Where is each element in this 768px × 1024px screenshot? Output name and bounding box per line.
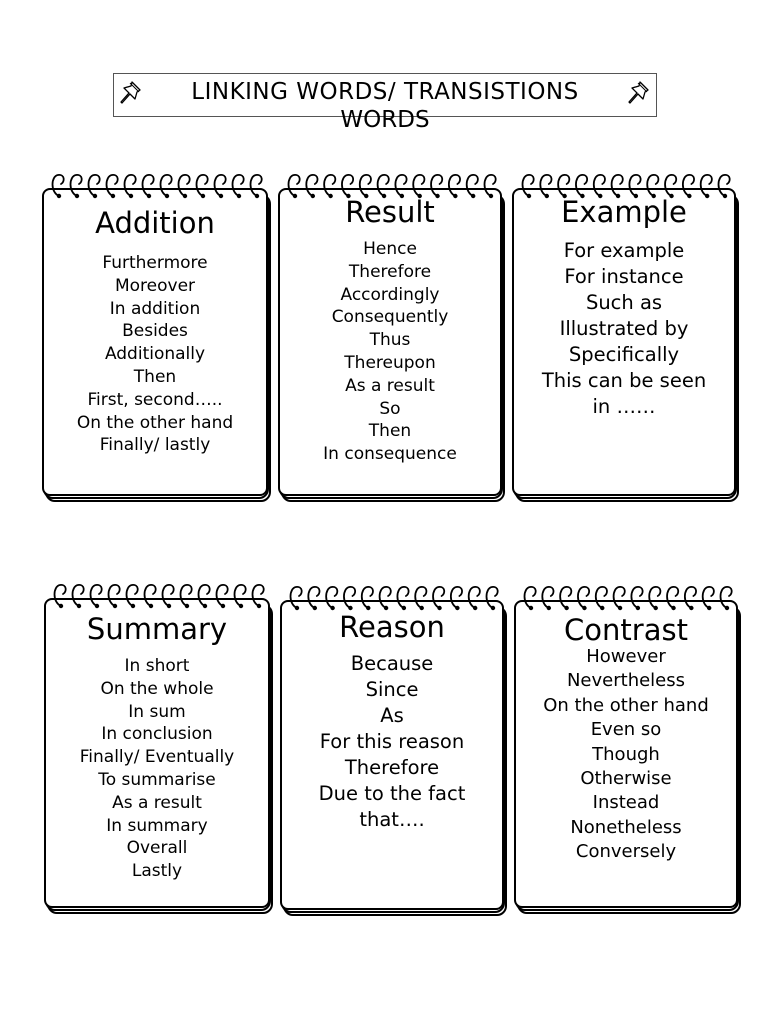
spiral-binding-icon [50,580,264,614]
spiral-ring [451,587,462,610]
list-item: Specifically [568,343,680,366]
spiral-ring [560,587,571,610]
page-title: LINKING WORDS/ TRANSISTIONS [191,79,579,105]
card-title: Example [561,195,687,229]
spiral-ring [596,587,607,610]
spiral-ring [233,175,244,198]
list-item: Otherwise [580,768,672,790]
spiral-ring [487,587,498,610]
spiral-ring [631,587,642,610]
spiral-ring [89,175,100,198]
linking-word-list [278,238,502,466]
spiral-ring [197,175,208,198]
spiral-ring [127,585,138,608]
list-item: Moreover [114,275,196,296]
title-banner [113,73,657,133]
list-item: However [586,646,666,667]
list-item: Consequently [331,307,449,328]
spiral-ring [308,587,319,610]
pushpin-icon [626,79,652,113]
spiral-ring [163,585,174,608]
list-item: In conclusion [101,724,213,745]
spiral-ring [344,587,355,610]
list-item: For this reason [319,730,465,753]
list-item: So [379,398,401,419]
list-item: Thus [369,330,411,351]
list-item: As [380,704,404,727]
spiral-ring [362,587,373,610]
list-item: In addition [109,298,201,319]
spiral-ring [380,587,391,610]
spiral-binding-icon [520,582,732,616]
spiral-ring [235,585,246,608]
list-item: Then [133,366,177,387]
spiral-ring [199,585,210,608]
page-title-overflow: WORDS [340,107,430,133]
list-item: Since [365,678,419,701]
linking-word-list [42,252,268,457]
card-title: Result [345,195,435,229]
list-item: that…. [359,808,425,831]
list-item: Finally/ lastly [99,435,211,456]
list-item: In short [124,656,190,676]
spiral-ring [397,587,408,610]
spiral-ring [469,587,480,610]
spiral-ring [125,175,136,198]
list-item: For example [563,239,685,262]
list-item: Due to the fact [318,782,466,805]
list-item: On the other hand [76,412,234,433]
list-item: Thereupon [344,352,436,373]
spiral-ring [71,175,82,198]
spiral-ring [703,587,714,610]
list-item: in …… [592,395,656,418]
spiral-ring [415,587,426,610]
list-item: Furthermore [102,253,208,273]
spiral-binding-icon [48,170,262,204]
spiral-ring [143,175,154,198]
card-title: Summary [86,612,228,646]
spiral-ring [649,587,660,610]
spiral-ring [217,585,228,608]
list-item: Then [368,421,412,442]
list-item: Besides [122,321,188,342]
list-item: In consequence [323,444,457,465]
spiral-ring [326,587,337,610]
list-item: Additionally [104,344,206,365]
list-item: For instance [564,265,684,288]
list-item: Even so [590,719,662,741]
list-item: Nonetheless [570,816,682,838]
card-reason [280,582,504,910]
spiral-ring [73,585,84,608]
list-item: Lastly [131,861,183,882]
spiral-ring [542,587,553,610]
list-item: Therefore [348,261,432,282]
list-item: Overall [126,838,188,859]
spiral-ring [667,587,678,610]
spiral-ring [614,587,625,610]
spiral-ring [253,585,264,608]
list-item: In sum [128,701,186,722]
spiral-ring [578,587,589,610]
list-item: Conversely [575,841,677,863]
list-item: Nevertheless [566,670,686,692]
card-title: Reason [339,610,445,644]
linking-word-list [514,645,738,865]
list-item: Because [350,652,434,675]
list-item: On the whole [100,678,214,699]
linking-word-list [44,655,270,883]
list-item: First, second….. [87,389,223,410]
spiral-ring [251,175,262,198]
card-result [278,170,502,496]
list-item: Therefore [344,756,440,779]
spiral-ring [109,585,120,608]
list-item: Instead [592,792,660,814]
list-item: Though [592,743,660,765]
list-item: This can be seen [541,369,707,392]
linking-word-list [280,651,504,833]
spiral-ring [181,585,192,608]
spiral-ring [55,585,66,608]
spiral-ring [215,175,226,198]
list-item: Such as [585,291,663,314]
list-item: To summarise [98,769,216,790]
spiral-ring [145,585,156,608]
list-item: Illustrated by [559,317,689,340]
spiral-ring [179,175,190,198]
list-item: On the other hand [543,694,709,716]
card-addition [42,170,268,496]
spiral-ring [721,587,732,610]
spiral-ring [291,587,302,610]
card-title: Addition [95,206,215,240]
spiral-ring [107,175,118,198]
spiral-ring [91,585,102,608]
card-title: Contrast [564,613,688,647]
linking-word-list [512,238,736,420]
spiral-ring [161,175,172,198]
spiral-ring [685,587,696,610]
spiral-ring [53,175,64,198]
list-item: As a result [112,792,202,813]
card-contrast [514,582,738,908]
list-item: Accordingly [340,284,440,305]
list-item: In summary [106,815,208,836]
spiral-ring [525,587,536,610]
card-example [512,170,736,496]
list-item: As a result [345,375,435,396]
list-item: Finally/ Eventually [79,747,235,768]
spiral-ring [433,587,444,610]
list-item: Hence [363,239,417,259]
card-summary [44,580,270,908]
